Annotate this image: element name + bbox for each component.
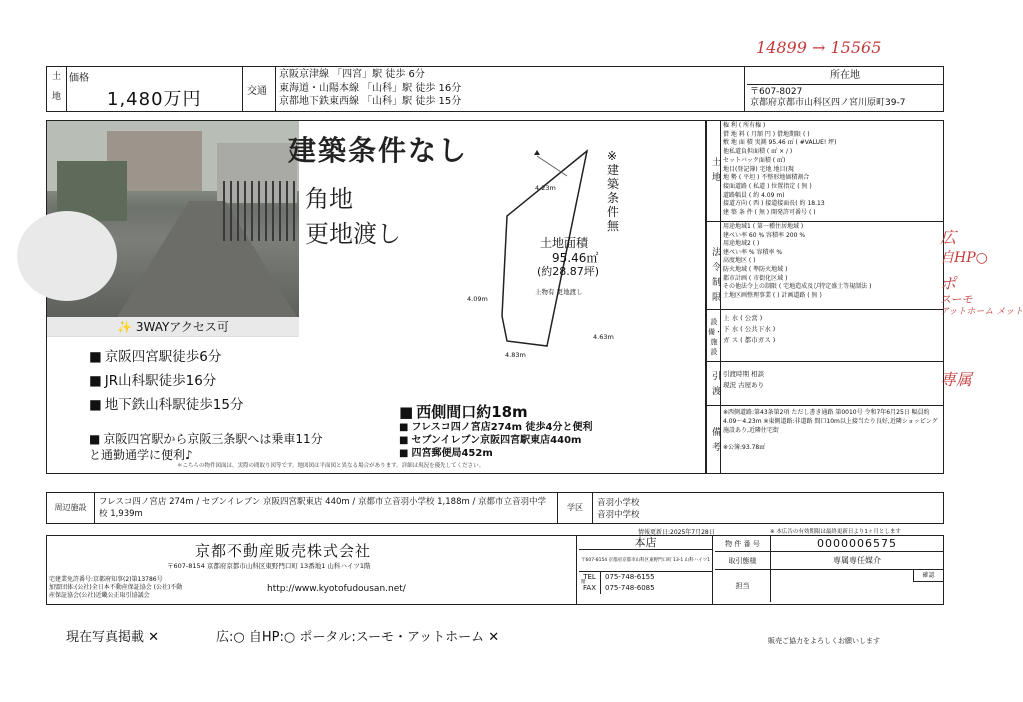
nearby-list: ■ フレスコ四ノ宮店274m 徒歩4分と便利 ■ セブンイレブン京阪四宮駅東店440m ■ 四宮郵便局452m (399, 421, 593, 460)
branch-address: 〒607-8154 京都府京都市山科区東野門口町 13-1 山科ハイツ1階 (579, 550, 712, 572)
section-remarks: 備考 (710, 427, 720, 457)
header-table (46, 66, 944, 112)
corner-lot: 角地 (305, 185, 353, 213)
updated-date: 情報更新日:2025年7月28日 (638, 529, 715, 536)
address-block: 〒607-8027 京都府京都市山科区四ノ宮川原町39-7 (750, 87, 906, 108)
dim-4: 4.83m (505, 351, 526, 359)
license-info: 宅建業免許番号:京都府知事(2)第13786号 加盟団体:(公社)全日本不動産保証協会 (公社)不動 産保証協会(公社)近畿公正取引協議会 (49, 576, 183, 599)
area-label: 土地面積 (540, 236, 589, 250)
ad-validity-note: ※ 本広告の有効期限は最終更新日より1ヶ月とします (770, 529, 901, 535)
access-list (89, 345, 243, 417)
area-tsubo: (約28.87坪) (537, 265, 600, 278)
company-address: 〒607-8154 京都府京都市山科区東野門口町 13番地1 山科ハイツ1階 (167, 562, 371, 570)
school-list: 音羽小学校 音羽中学校 (597, 498, 640, 520)
section-facility: 設備・施設 (708, 318, 722, 356)
property-no-label: 物 件 番 号 (715, 536, 771, 551)
company-block (46, 535, 944, 605)
fax-label: FAX (583, 584, 596, 592)
plan-note: 上物有 更地渡し (535, 288, 583, 296)
dim-2: 4.09m (467, 295, 488, 303)
section-law: 法令制限 (710, 247, 720, 307)
remarks-text: ※西側道路:第43条第2項 ただし書き通路 第0010号 令和7年6月25日 幅員約4.09〜4.23m ※東側道路:非道路 間口10m以上接当たり良好,近隣ショッピング施設あり,近隣住宅街 ※公簿:93.78㎡ (723, 409, 938, 451)
section-handover: 引渡 (710, 371, 720, 401)
facility-rows: 上 水 ( 公営 ) 下 水 ( 公共下水 ) ガ ス ( 都市ガス ) (723, 314, 776, 344)
dim-3: 4.63m (593, 333, 614, 341)
frontage: ■ 西側間口約18m (399, 401, 528, 422)
deal-value: 専属専任媒介 (833, 556, 881, 565)
school-label: 学区 (557, 493, 593, 523)
promo-panel (46, 120, 706, 474)
building-condition-vertical: ※建築条件無 (607, 149, 620, 233)
access-item: ■ JR山科駅徒歩16分 (89, 369, 243, 393)
location-label: 所在地 (747, 67, 943, 85)
access-title: ✨ 3WAYアクセス可 (47, 317, 299, 337)
tel-label: TEL (583, 573, 596, 581)
nearby-label: 周辺施設 (47, 493, 95, 523)
handover-rows: 引渡時期 相談 現況 古屋あり (723, 370, 765, 389)
nearby-bar (46, 492, 944, 524)
dim-1: 4.23m (535, 184, 556, 192)
company-name: 京都不動産販売株式会社 (195, 542, 372, 560)
tel-number: 075-748-6155 (605, 573, 655, 581)
sales-request: 販売ご協力をよろしくお願いします (768, 637, 880, 645)
handwritten-notes: 広 自HP○ ポ スーモ アットホーム メット 専属 (940, 228, 1023, 389)
ad-status: 広:○ 自HP:○ ポータル:スーモ・アットホーム ✕ (216, 630, 500, 645)
street-photo (47, 121, 299, 317)
law-rows: 用途地域1 ( 第一種住居地域 ) 建ぺい率 60 % 容積率 200 % 用途地域2 ( ) 建ぺい率 % 容積率 % 高度地区 ( ) 防火地域 ( 準防火地域 ) 都市計画 ( 市街化区域 ) その他法令上の制限 ( 宅地造成及び特定盛土等規制法 ) 土地区画整理事業 ( ) 計画道路 ( 無 ) (723, 223, 872, 299)
spec-table (706, 120, 944, 474)
land-label: 土 地 (47, 67, 67, 111)
staff-label: 担当 (715, 570, 771, 602)
photo-status: 現在写真掲載 ✕ (66, 630, 160, 645)
headline: 建築条件なし (288, 134, 469, 167)
commute-note: ■ 京阪四宮駅から京阪三条駅へは乗車11分と通勤通学に便利♪ (89, 431, 329, 463)
nearby-text: フレスコ四ノ宮店 274m / セブンイレブン 京阪四宮駅東店 440m / 京都市立音羽小学校 1,188m / 京都市立音羽中学校 1,939m (99, 497, 547, 519)
delivery-note: 更地渡し (305, 220, 401, 248)
property-no: 0000006575 (817, 537, 897, 550)
fax-number: 075-748-6085 (605, 584, 655, 592)
promo-footnote: ＊こちらの物件図面は、実際の間取り図等です。地図図は平面図と異なる場合があります。詳細は現況を優先してください。 (177, 463, 485, 469)
transport-label: 交通 (247, 86, 267, 97)
land-rows: 権 利 ( 所有権 ) 借 地 料 ( 月額 円 ) 借地期限 ( ) 敷 地 面 積 実測 95.46 ㎡ ( #VALUE! 坪) 他私道負担面積 ( ㎡ × / ) セットバック面積 ( ㎡) 地目(登記簿) 宅地 地目(現 地 勢 ( 平坦 ) 不整形地価積割合 接面道路 ( 私道 ) 位置指定 ( 無 ) 道路幅員 ( 約 4.09 m) 接道方向 ( 西 ) 接道接面長( 約 18.13 建 築 条 件 ( 無 ) 開発許可番号 ( ) (723, 122, 837, 217)
branch-name: 本店 (579, 536, 712, 550)
price-value: 1,480万円 (107, 89, 202, 110)
transport-lines: 京阪京津線 「四宮」駅 徒歩 6分 東海道・山陽本線 「山科」駅 徒歩 16分 京都地下鉄東西線 「山科」駅 徒歩 15分 (279, 69, 462, 107)
access-item: ■ 京阪四宮駅徒歩6分 (89, 345, 243, 369)
handwritten-numbers: 14899 → 15565 (756, 38, 882, 57)
section-land: 土地 (710, 157, 720, 187)
area-sqm: 95.46㎡ (552, 251, 599, 265)
company-url[interactable]: http://www.kyotofudousan.net/ (267, 584, 406, 594)
price-label: 価格 (69, 73, 89, 84)
confirm-label: 確認 (913, 570, 943, 582)
access-item: ■ 地下鉄山科駅徒歩15分 (89, 393, 243, 417)
deal-label: 取引態様 (715, 552, 771, 569)
